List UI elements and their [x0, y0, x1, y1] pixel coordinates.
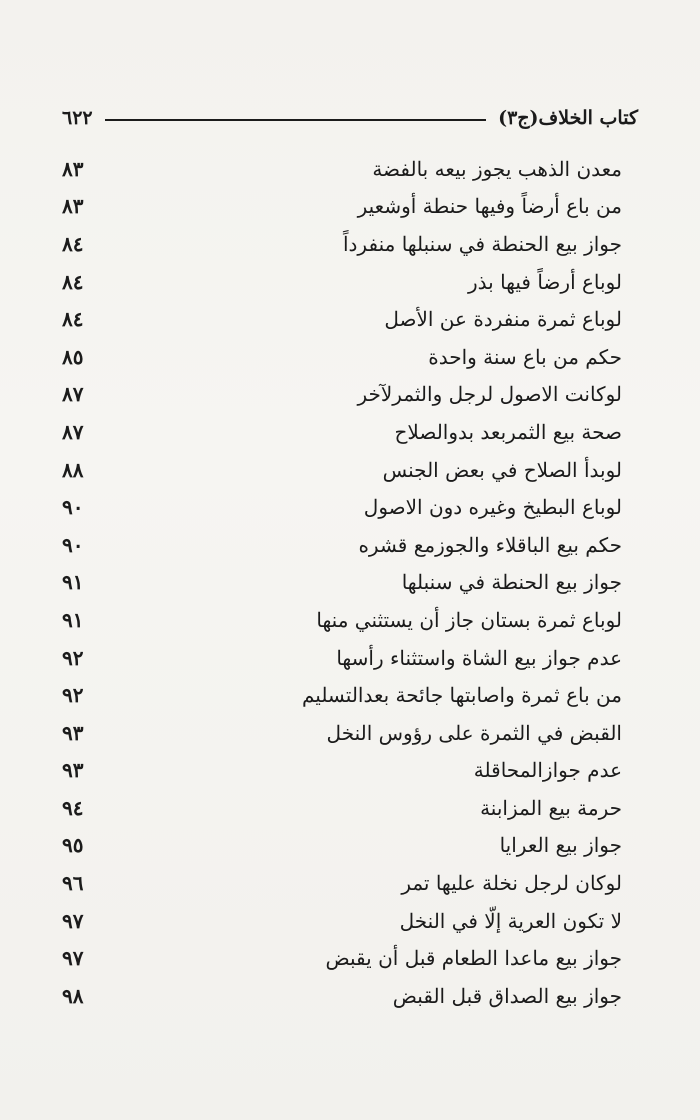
toc-entry-title: حكم من باع سنة واحدة — [428, 344, 622, 369]
toc-entry-title: عدم جوازالمحاقلة — [473, 758, 622, 783]
toc-entry-page-number: ٩١ — [62, 570, 84, 595]
toc-entry-title: لوكان لرجل نخلة عليها تمر — [401, 871, 622, 896]
toc-entry-title: حرمة بيع المزابنة — [480, 795, 622, 820]
header-page-number: ٦٢٢ — [62, 107, 93, 129]
toc-entry-page-number: ٩٤ — [62, 795, 84, 820]
toc-entry — [62, 150, 622, 188]
toc-entry-title: عدم جواز بيع الشاة واستثناء رأسها — [336, 645, 622, 670]
toc-entry — [62, 676, 622, 714]
toc-entry — [62, 789, 622, 827]
toc-entry — [62, 188, 622, 226]
toc-entry-page-number: ٩٧ — [62, 908, 84, 933]
toc-entry — [62, 451, 622, 489]
toc-entry — [62, 977, 622, 1015]
toc-entry — [62, 413, 622, 451]
toc-entry — [62, 564, 622, 602]
toc-entry-title: جواز بيع الحنطة في سنبلها — [401, 570, 622, 595]
toc-entry-page-number: ٨٤ — [62, 231, 84, 256]
toc-entry-title: صحة بيع الثمربعد بدوالصلاح — [394, 419, 622, 444]
toc-entry-title: لوكانت الاصول لرجل والثمرلآخر — [357, 382, 622, 407]
toc-entry — [62, 225, 622, 263]
toc-entry-title: جواز بيع الصداق قبل القبض — [392, 983, 622, 1008]
toc-entry — [62, 864, 622, 902]
toc-entry-page-number: ٨٧ — [62, 382, 84, 407]
toc-entry-title: لوباع أرضاً فيها بذر — [467, 269, 622, 294]
running-header — [62, 100, 638, 136]
toc-entry-page-number: ٩٣ — [62, 720, 84, 745]
toc-entry-page-number: ٩٧ — [62, 946, 84, 971]
toc-entry-page-number: ٨٣ — [62, 156, 84, 181]
toc-entry — [62, 639, 622, 677]
toc-entry-page-number: ٨٨ — [62, 457, 84, 482]
toc-entry-title: جواز بيع ماعدا الطعام قبل أن يقبض — [325, 946, 622, 971]
toc-entry-page-number: ٩٠ — [62, 495, 84, 520]
toc-entry — [62, 939, 622, 977]
toc-entry-title: معدن الذهب يجوز بيعه بالفضة — [372, 156, 622, 181]
table-of-contents — [62, 150, 622, 1015]
toc-entry-title: لا تكون العرية إلّا في النخل — [399, 908, 622, 933]
toc-entry-page-number: ٩٨ — [62, 983, 84, 1008]
toc-entry-page-number: ٨٥ — [62, 344, 84, 369]
toc-entry — [62, 601, 622, 639]
toc-entry-page-number: ٨٧ — [62, 419, 84, 444]
toc-entry-page-number: ٩٦ — [62, 871, 84, 896]
toc-entry-page-number: ٩٥ — [62, 833, 84, 858]
toc-entry-page-number: ٨٣ — [62, 194, 84, 219]
toc-entry-title: من باع أرضاً وفيها حنطة أوشعير — [357, 194, 622, 219]
toc-entry-page-number: ٩٢ — [62, 645, 84, 670]
toc-entry-page-number: ٩١ — [62, 607, 84, 632]
toc-entry-title: القبض في الثمرة على رؤوس النخل — [326, 720, 622, 745]
toc-entry — [62, 300, 622, 338]
toc-entry-title: حكم بيع الباقلاء والجوزمع قشره — [358, 532, 622, 557]
toc-entry — [62, 263, 622, 301]
toc-entry — [62, 376, 622, 414]
toc-entry-title: لوباع ثمرة منفردة عن الأصل — [384, 307, 622, 332]
toc-entry-title: من باع ثمرة واصابتها جائحة بعدالتسليم — [301, 683, 622, 708]
toc-entry — [62, 714, 622, 752]
toc-entry-page-number: ٨٤ — [62, 307, 84, 332]
toc-entry — [62, 827, 622, 865]
header-title: كتاب الخلاف(ج٣) — [498, 107, 638, 129]
toc-entry-page-number: ٩٣ — [62, 758, 84, 783]
toc-entry-title: لوباع البطيخ وغيره دون الاصول — [363, 495, 622, 520]
header-rule — [105, 119, 486, 121]
toc-entry-page-number: ٩٠ — [62, 532, 84, 557]
toc-entry — [62, 526, 622, 564]
toc-entry — [62, 902, 622, 940]
toc-entry-title: جواز بيع الحنطة في سنبلها منفرداً — [342, 231, 622, 256]
toc-entry-page-number: ٩٢ — [62, 683, 84, 708]
toc-entry-page-number: ٨٤ — [62, 269, 84, 294]
toc-entry-title: لوباع ثمرة بستان جاز أن يستثني منها — [316, 607, 622, 632]
toc-entry-title: لوبدأ الصلاح في بعض الجنس — [382, 457, 622, 482]
toc-entry-title: جواز بيع العرايا — [499, 833, 622, 858]
toc-entry — [62, 338, 622, 376]
toc-entry — [62, 752, 622, 790]
toc-entry — [62, 488, 622, 526]
